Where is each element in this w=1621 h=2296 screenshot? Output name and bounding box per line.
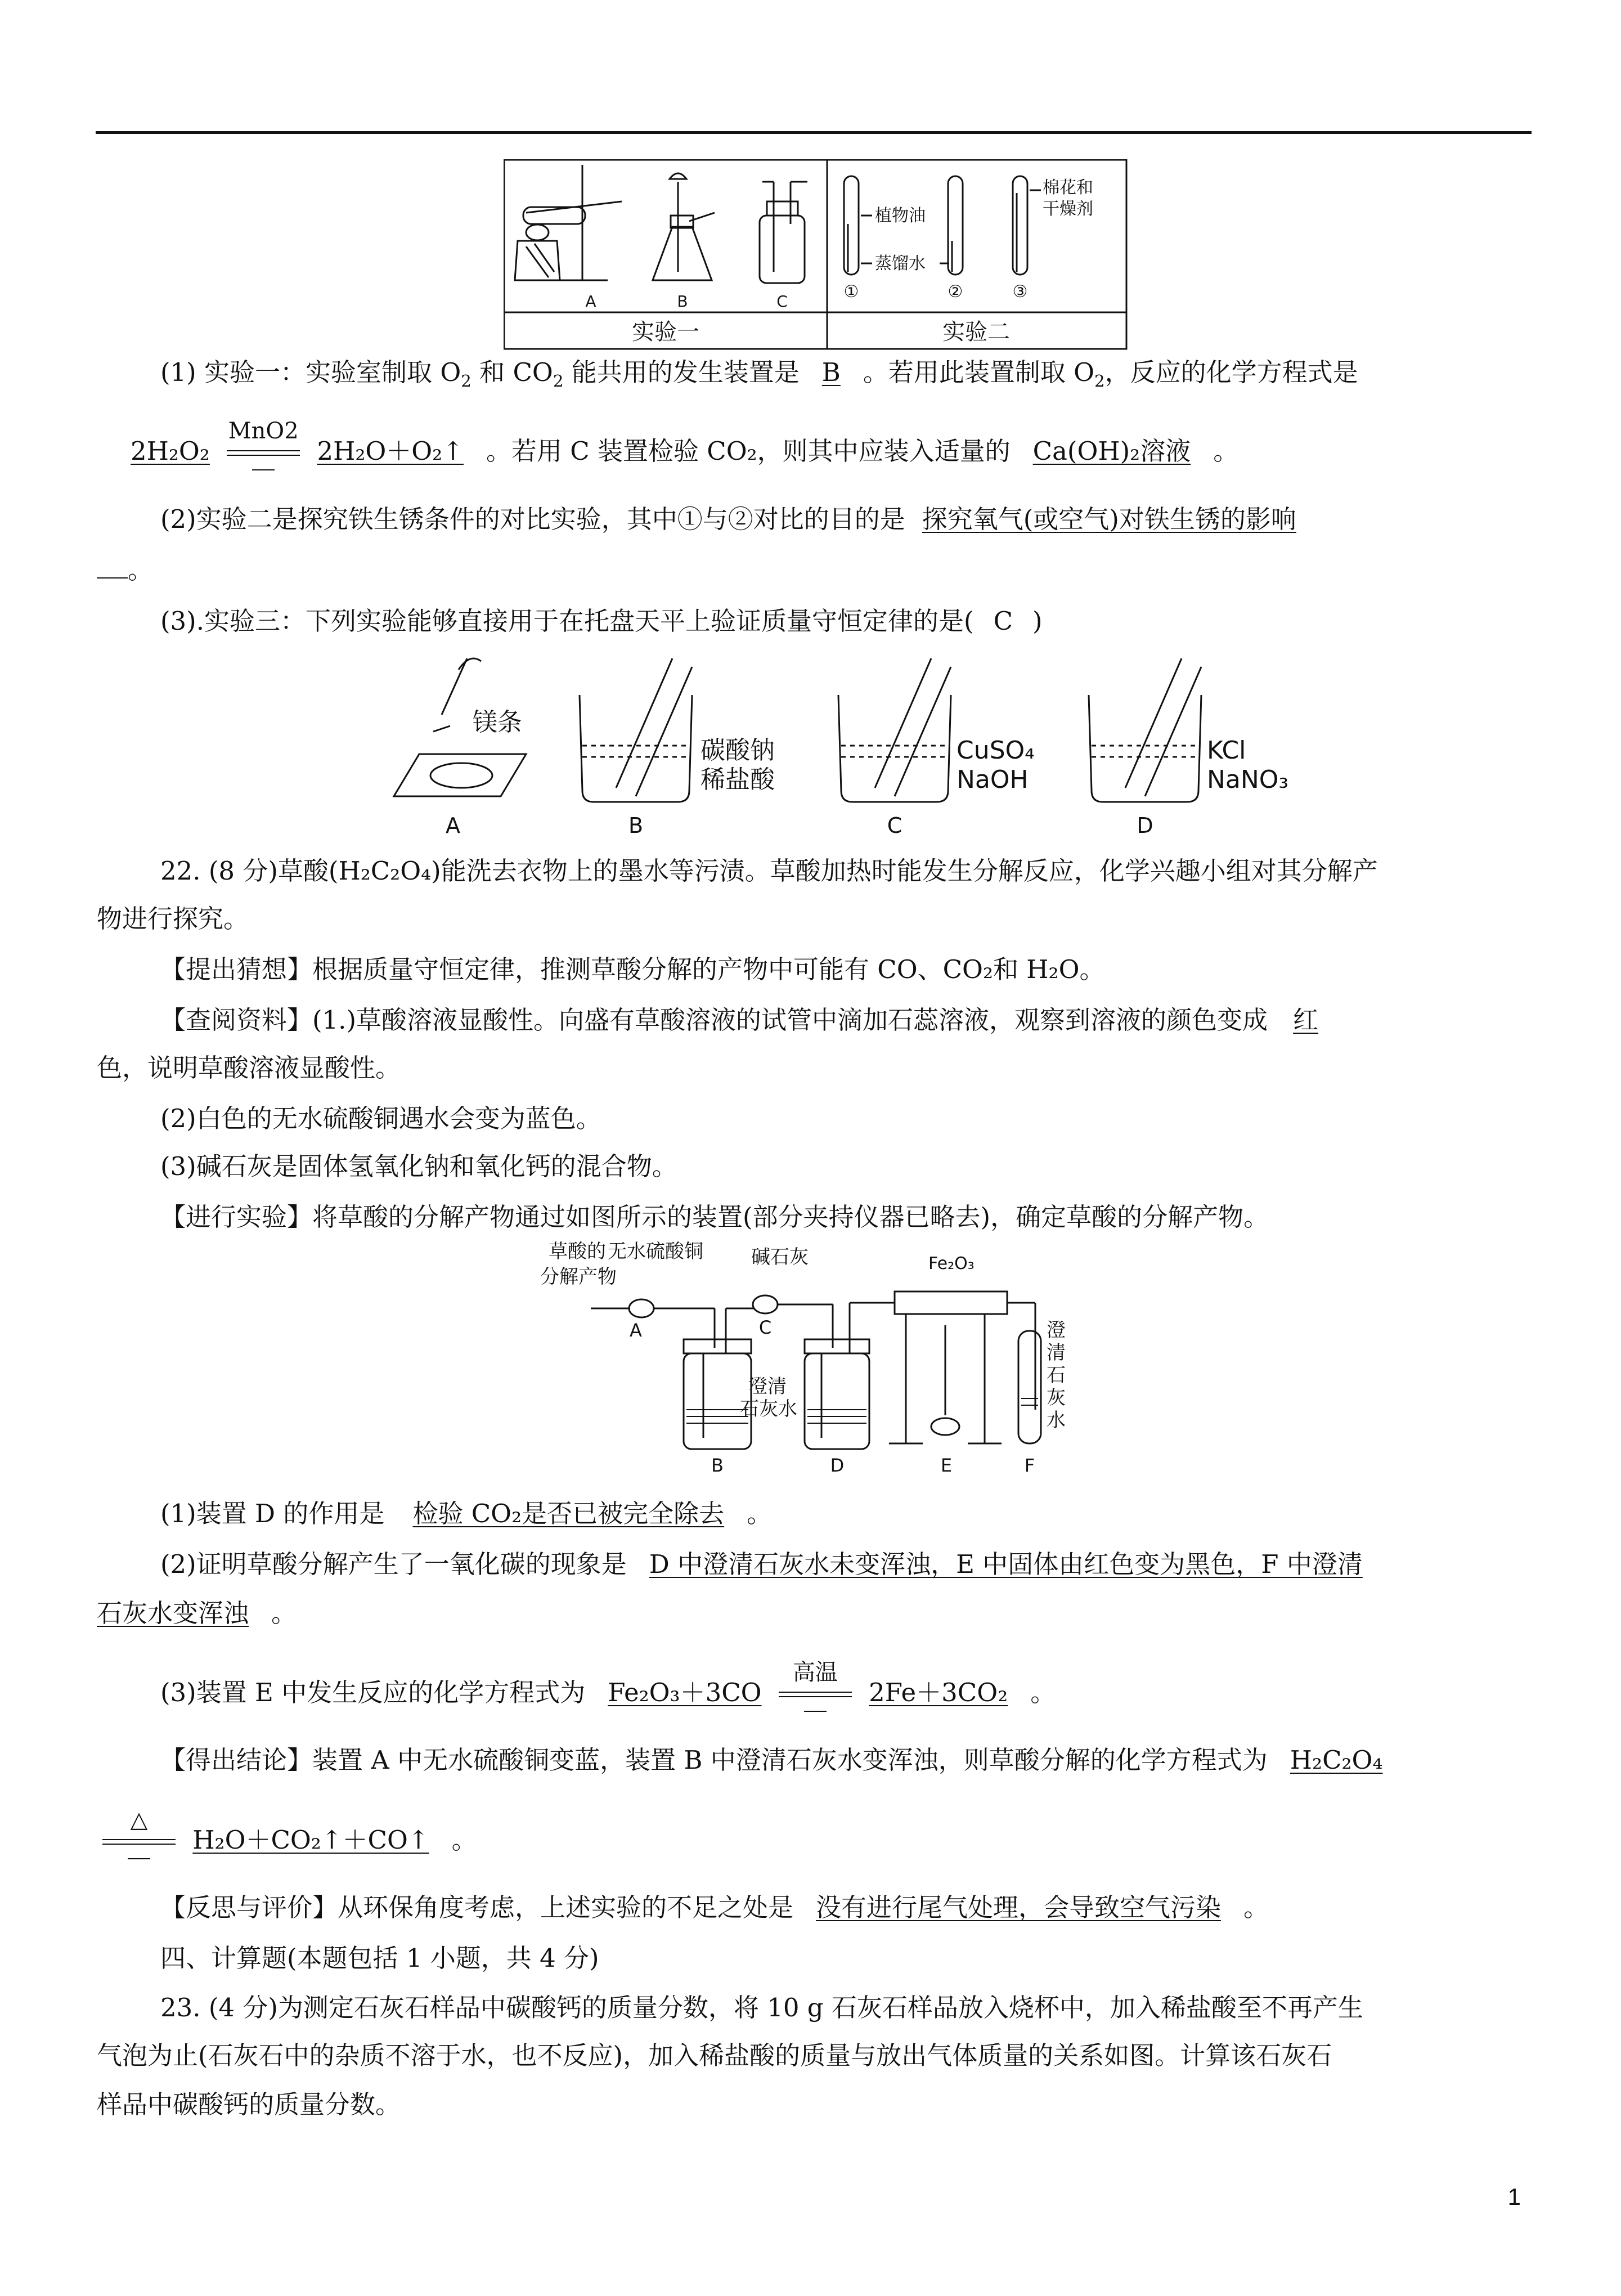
answer-red: 红 [1293, 1005, 1319, 1035]
page-number: 1 [1507, 2183, 1521, 2210]
q1-line-1: (1) 实验一：实验室制取 $O_2$ 和 $CO_2$ 能共用的发生装置是 B 。若用此装置制取 $O_2$，反应的化学方程式是 [160, 357, 1358, 391]
q22-part-2-answer-1: D 中澄清石灰水未变浑浊，E 中固体由红色变为黑色，F 中澄清 [649, 1549, 1363, 1579]
q22-conclusion: 【得出结论】装置 A 中无水硫酸铜变蓝，装置 B 中澄清石灰水变浑浊，则草酸分解的化学方程式为 H₂C₂O₄ [160, 1743, 1386, 1777]
q22-conclusion-2: △ H₂O＋CO₂↑＋CO↑ 。 [97, 1823, 477, 1859]
label-a: A [585, 292, 596, 311]
source-label-1: 草酸的 [549, 1241, 606, 1263]
section-4-heading: 四、计算题(本题包括 1 小题，共 4 分) [160, 1943, 599, 1973]
tube-2-label: ② [948, 282, 963, 302]
reaction-condition: MnO2 [221, 437, 306, 470]
letter-a: A [446, 813, 460, 838]
q23-line-2: 气泡为止(石灰石中的杂质不溶于水，也不反应)，加入稀盐酸的质量与放出气体质量的关系如图。计算该石灰石 [97, 2041, 1332, 2070]
q22-part-2: (2)证明草酸分解产生了一氧化碳的现象是 D 中澄清石灰水未变浑浊，E 中固体由红色变为黑色，F 中澄清 [160, 1548, 1366, 1581]
q22-experiment: 【进行实验】将草酸的分解产物通过如图所示的装置(部分夹持仪器已略去)，确定草酸的分解产物。 [160, 1202, 1269, 1232]
q22-part-3-right: 2Fe＋3CO₂ [869, 1678, 1008, 1707]
q22-reflection: 【反思与评价】从环保角度考虑，上述实验的不足之处是 没有进行尾气处理，会导致空气污染 。 [160, 1893, 1269, 1922]
tube-1-label: ① [843, 282, 859, 302]
answer-ca-oh-2: Ca(OH)₂溶液 [1032, 436, 1191, 466]
q1-equation-right: 2H₂O＋O₂↑ [317, 436, 464, 466]
mg-label: 镁条 [473, 708, 522, 737]
letter-d: D [1137, 813, 1153, 838]
q2-line-2: 。 [97, 553, 153, 587]
answer-b: B [821, 357, 841, 387]
q22-guess: 【提出猜想】根据质量守恒定律，推测草酸分解的产物中可能有 CO、CO₂和 H₂O。 [160, 954, 1105, 984]
f-limewater-2: 清 [1047, 1342, 1066, 1364]
f-limewater-1: 澄 [1047, 1319, 1066, 1342]
q3-answer: C [993, 606, 1013, 636]
letter-d: D [830, 1455, 845, 1476]
q22-part-2-answer-2: 石灰水变浑浊 [97, 1598, 249, 1628]
high-temp-condition: 高温 [773, 1678, 857, 1712]
q22-part-2b: 石灰水变浑浊 。 [97, 1598, 297, 1628]
heat-condition: △ [97, 1826, 181, 1859]
apparatus-b [653, 173, 715, 280]
q22-info-2: (2)白色的无水硫酸铜遇水会变为蓝色。 [160, 1104, 601, 1133]
option-b-label-1: 碳酸钠 [701, 736, 775, 765]
oil-label: 植物油 [875, 206, 926, 226]
q22-part-3-left: Fe₂O₃＋3CO [608, 1678, 762, 1707]
q22-line-2: 物进行探究。 [97, 904, 249, 934]
source-label-2: 分解产物 [540, 1266, 617, 1288]
letter-b: B [711, 1455, 724, 1476]
cuso4-label: 无水硫酸铜 [608, 1241, 703, 1263]
apparatus-lines [591, 1292, 1041, 1449]
water-label: 蒸馏水 [875, 254, 926, 273]
option-c-label-1: CuSO₄ [957, 736, 1035, 765]
q23-line-1: 23. (4 分)为测定石灰石样品中碳酸钙的质量分数，将 10 g 石灰石样品放入烧杯中，加入稀盐酸至不再产生 [160, 1993, 1363, 2023]
option-c-label-2: NaOH [957, 765, 1029, 794]
letter-b: B [628, 813, 644, 838]
option-c-beaker [838, 658, 951, 802]
figure-experiments-1-2 [504, 159, 1128, 351]
header-rule [96, 131, 1532, 134]
fe2o3-label: Fe₂O₃ [928, 1254, 975, 1273]
letter-a: A [630, 1320, 642, 1341]
q2-answer: 探究氧气(或空气)对铁生锈的影响 [922, 504, 1296, 534]
label-b: B [677, 292, 688, 311]
q22-info-1: 【查阅资料】(1.)草酸溶液显酸性。向盛有草酸溶液的试管中滴加石蕊溶液，观察到溶液的颜色变成 红 [160, 1003, 1344, 1037]
q2-line-1: (2)实验二是探究铁生锈条件的对比实验，其中①与②对比的目的是 探究氧气(或空气)对铁生锈的影响 [160, 503, 1300, 536]
caption-experiment-one: 实验一 [632, 319, 699, 345]
q1-equation-left: 2H₂O₂ [131, 436, 210, 466]
limewater-label-2: 石灰水 [740, 1398, 797, 1420]
tube-3-label: ③ [1012, 282, 1028, 302]
caption-experiment-two: 实验二 [942, 319, 1010, 345]
limewater-label-1: 澄清 [748, 1375, 787, 1398]
option-d-label-2: NaNO₃ [1207, 765, 1289, 794]
q1-line-2: 2H₂O₂ MnO2 2H₂O＋O₂↑ 。若用 C 装置检验 CO₂，则其中应装入适量的 Ca(OH)₂溶液 。 [97, 434, 1238, 470]
letter-e: E [940, 1455, 953, 1476]
q22-part-1-answer: 检验 CO₂是否已被完全除去 [412, 1499, 725, 1528]
q22-part-1: (1)装置 D 的作用是 检验 CO₂是否已被完全除去 。 [160, 1499, 773, 1528]
soda-lime-label: 碱石灰 [751, 1246, 809, 1268]
q3-line: (3).实验三：下列实验能够直接用于在托盘天平上验证质量守恒定律的是( C ) [160, 606, 1043, 636]
option-b-label-2: 稀盐酸 [701, 765, 775, 794]
option-b-beaker [580, 658, 692, 802]
q22-line-1: 22. (8 分)草酸(H₂C₂O₄)能洗去衣物上的墨水等污渍。草酸加热时能发生分解反应，化学兴趣小组对其分解产 [160, 856, 1378, 886]
q22-info-3: (3)碱石灰是固体氢氧化钠和氧化钙的混合物。 [160, 1151, 677, 1181]
letter-c: C [887, 813, 902, 838]
f-limewater-3: 石 [1047, 1364, 1066, 1387]
option-d-beaker [1089, 658, 1201, 802]
f-limewater-5: 水 [1047, 1409, 1066, 1432]
option-d-label-1: KCl [1207, 736, 1246, 765]
q22-reflection-answer: 没有进行尾气处理，会导致空气污染 [816, 1893, 1222, 1922]
apparatus-c [760, 182, 807, 283]
q23-line-3: 样品中碳酸钙的质量分数。 [97, 2089, 401, 2119]
cotton-label: 棉花和 [1043, 178, 1093, 198]
apparatus-a [515, 165, 622, 280]
figure-options-abcd [388, 647, 1322, 838]
letter-c: C [758, 1317, 772, 1338]
q22-conclusion-right: H₂O＋CO₂↑＋CO↑ [192, 1825, 429, 1855]
test-tubes [844, 176, 1041, 275]
figure-apparatus-chain [535, 1241, 1170, 1477]
q22-conclusion-left: H₂C₂O₄ [1290, 1745, 1383, 1775]
letter-f: F [1024, 1455, 1035, 1476]
label-c: C [776, 292, 788, 311]
f-limewater-4: 灰 [1047, 1387, 1066, 1409]
q22-part-3: (3)装置 E 中发生反应的化学方程式为 Fe₂O₃＋3CO 高温 2Fe＋3CO₂ 。 [160, 1676, 1056, 1712]
q22-info-1b: 色，说明草酸溶液显酸性。 [97, 1053, 401, 1083]
desiccant-label: 干燥剂 [1043, 199, 1093, 219]
